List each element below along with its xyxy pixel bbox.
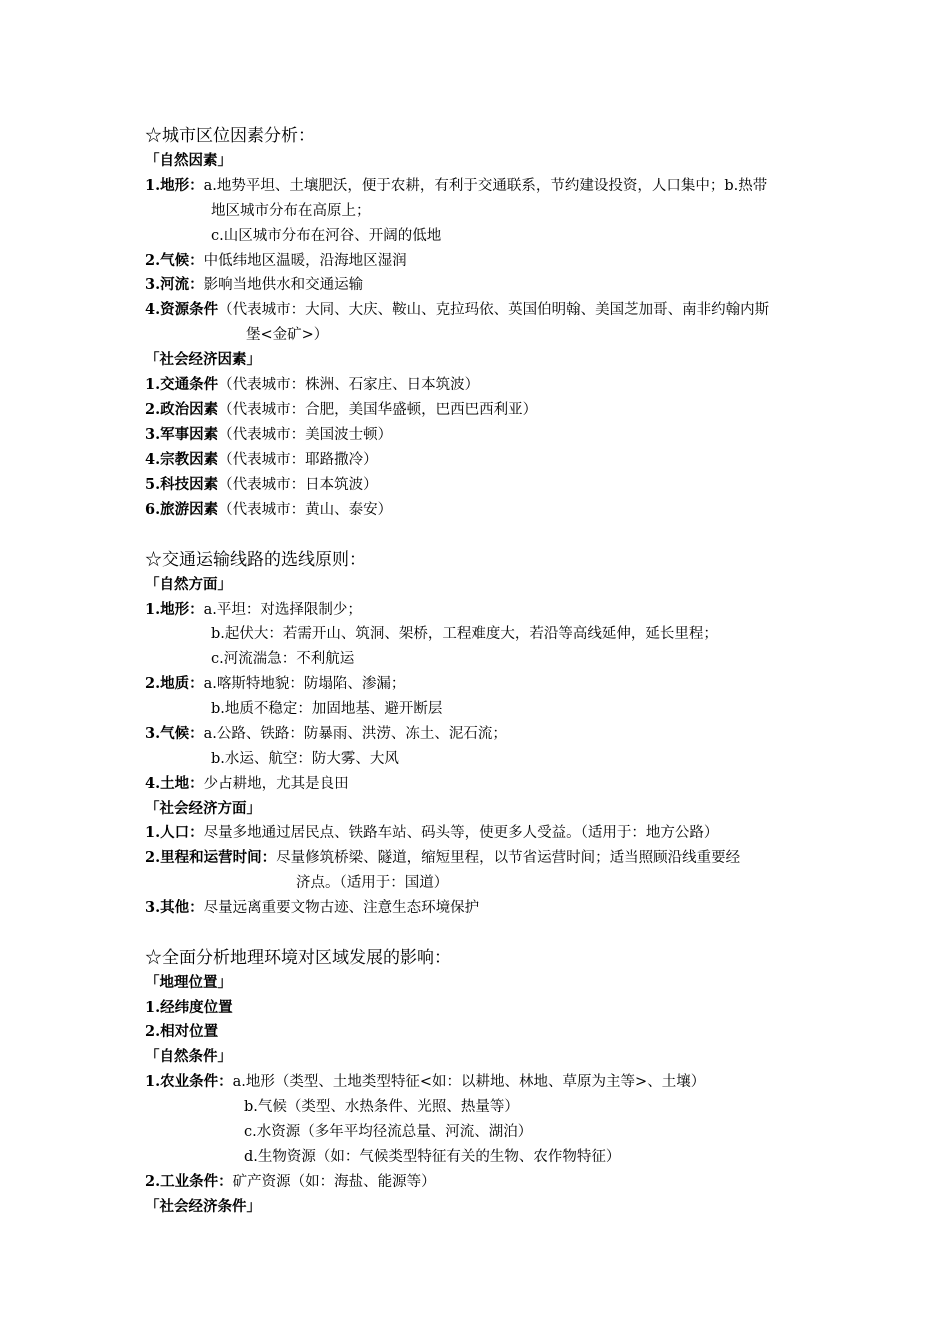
s1-line-terrain	[145, 176, 767, 196]
s1-line-terrain-cont: 地区城市分布在高原上；	[211, 203, 371, 219]
section1-social-header: 「社会经济因素」	[145, 351, 261, 368]
s1-line-river	[145, 275, 363, 295]
s2-geology-b: b.地质不稳定：加固地基、避开断层	[211, 701, 443, 717]
s3-agriculture	[145, 1072, 705, 1092]
text: （代表城市：大同、大庆、鞍山、克拉玛依、英国伯明翰、美国芝加哥、南非约翰内斯	[218, 302, 770, 318]
text: 矿产资源（如：海盐、能源等）	[232, 1174, 436, 1190]
text: 影响当地供水和交通运输	[203, 277, 364, 293]
s1-social-5	[145, 475, 378, 495]
s3-agriculture-d: d.生物资源（如：气候类型特征有关的生物、农作物特征）	[244, 1149, 621, 1165]
label: 1.地形：	[145, 177, 204, 194]
label: 3.军事因素	[145, 426, 219, 443]
section1-title: ☆城市区位因素分析：	[145, 126, 315, 146]
label: 2.政治因素	[145, 401, 219, 418]
s2-climate	[145, 724, 507, 744]
label: 4.土地：	[145, 775, 204, 792]
label: 3.气候：	[145, 725, 204, 742]
text: （代表城市：株洲、石家庄、日本筑波）	[218, 377, 480, 393]
label: 4.资源条件	[145, 301, 219, 318]
text: （代表城市：耶路撒冷）	[218, 452, 378, 468]
label: 2.里程和运营时间：	[145, 849, 277, 866]
section3-title: ☆全面分析地理环境对区域发展的影响：	[145, 948, 451, 968]
label: 1.地形：	[145, 601, 204, 618]
s2-mileage	[145, 848, 740, 868]
text: （代表城市：合肥，美国华盛顿，巴西巴西利亚）	[218, 402, 538, 418]
s1-social-1	[145, 375, 479, 395]
section1-natural-header: 「自然因素」	[145, 152, 232, 169]
s2-geology	[145, 674, 405, 694]
s2-terrain-c: c.河流湍急：不利航运	[211, 651, 355, 667]
text: a.地形（类型、土地类型特征<如：以耕地、林地、草原为主等>、土壤）	[232, 1074, 706, 1090]
section2-natural-header: 「自然方面」	[145, 576, 232, 593]
section3-social-header: 「社会经济条件」	[145, 1198, 261, 1215]
text: 中低纬地区温暖，沿海地区湿润	[203, 253, 407, 269]
label: 1.农业条件：	[145, 1073, 233, 1090]
label: 3.河流：	[145, 276, 204, 293]
section3-location-header: 「地理位置」	[145, 974, 232, 991]
s2-population	[145, 823, 718, 843]
label: 2.工业条件：	[145, 1173, 233, 1190]
s3-agriculture-b: b.气候（类型、水热条件、光照、热量等）	[244, 1099, 519, 1115]
text: a.公路、铁路：防暴雨、洪涝、冻土、泥石流；	[203, 726, 507, 742]
s1-line-climate	[145, 251, 407, 271]
text: a.喀斯特地貌：防塌陷、渗漏；	[203, 676, 406, 692]
label: 2.气候：	[145, 252, 204, 269]
s2-climate-b: b.水运、航空：防大雾、大风	[211, 751, 399, 767]
s3-industry	[145, 1172, 436, 1192]
s3-agriculture-c: c.水资源（多年平均径流总量、河流、湖泊）	[244, 1124, 533, 1140]
s1-line-resources-cont: 堡<金矿>）	[246, 327, 329, 343]
label: 1.人口：	[145, 824, 204, 841]
label: 6.旅游因素	[145, 501, 219, 518]
s3-loc-1: 1.经纬度位置	[145, 999, 233, 1016]
text: a.平坦：对选择限制少；	[203, 602, 362, 618]
text: （代表城市：黄山、泰安）	[218, 502, 393, 518]
section2-title: ☆交通运输线路的选线原则：	[145, 550, 366, 570]
label: 1.交通条件	[145, 376, 219, 393]
section3-natural-header: 「自然条件」	[145, 1048, 232, 1065]
s2-other	[145, 898, 479, 918]
label: 3.其他：	[145, 899, 204, 916]
s1-line-resources	[145, 300, 769, 320]
s1-social-2	[145, 400, 537, 420]
s1-line-terrain-c: c.山区城市分布在河谷、开阔的低地	[211, 228, 442, 244]
text: （代表城市：美国波士顿）	[218, 427, 393, 443]
s1-social-4	[145, 450, 378, 470]
text: （代表城市：日本筑波）	[218, 477, 378, 493]
s2-terrain-b: b.起伏大：若需开山、筑洞、架桥，工程难度大，若沿等高线延伸，延长里程；	[211, 626, 718, 642]
text: 尽量多地通过居民点、铁路车站、码头等，使更多人受益。（适用于：地方公路）	[203, 825, 719, 841]
s2-mileage-cont: 济点。（适用于：国道）	[296, 875, 449, 891]
s1-social-6	[145, 500, 392, 520]
text: a.地势平坦、土壤肥沃，便于农耕，有利于交通联系，节约建设投资，人口集中；b.热带	[203, 178, 768, 194]
label: 5.科技因素	[145, 476, 219, 493]
text: 尽量远离重要文物古迹、注意生态环境保护	[203, 900, 480, 916]
label: 4.宗教因素	[145, 451, 219, 468]
s2-terrain	[145, 600, 362, 620]
s2-land	[145, 774, 349, 794]
s3-loc-2: 2.相对位置	[145, 1023, 219, 1040]
text: 尽量修筑桥梁、隧道，缩短里程，以节省运营时间；适当照顾沿线重要经	[276, 850, 741, 866]
text: 少占耕地，尤其是良田	[203, 776, 349, 792]
s1-social-3	[145, 425, 392, 445]
section2-social-header: 「社会经济方面」	[145, 800, 261, 817]
label: 2.地质：	[145, 675, 204, 692]
